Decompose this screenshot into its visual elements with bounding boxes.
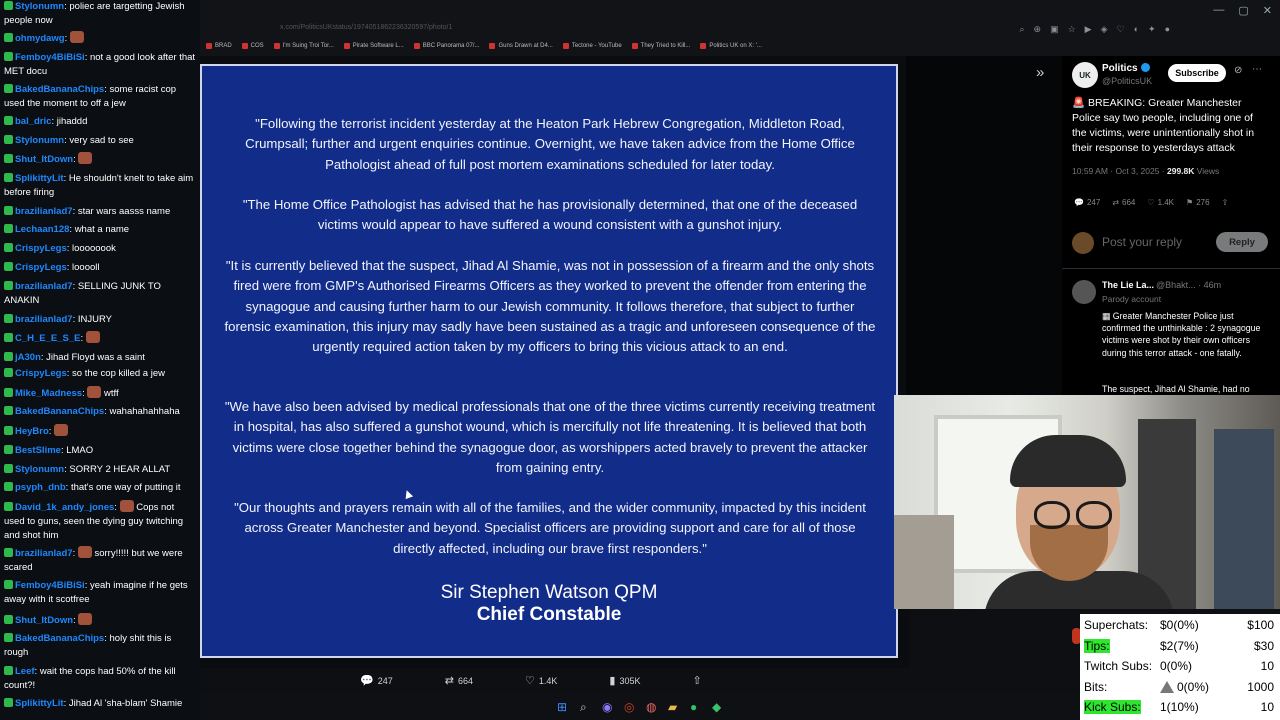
chat-username[interactable]: CrispyLegs: [15, 262, 67, 273]
chat-text: looooll: [72, 262, 100, 273]
chat-message: brazilianlad7: star wars aasss name: [4, 205, 196, 219]
tweet-text: 🚨 BREAKING: Greater Manchester Police say two people, including one of the victims, were unintentionally shot in their response to yesterdays attack: [1072, 97, 1255, 154]
spotify-icon[interactable]: ●: [690, 700, 698, 714]
chat-username[interactable]: CrispyLegs: [15, 243, 67, 254]
checkmark-badge-icon: [4, 52, 13, 61]
goal-row: [1080, 618, 1280, 636]
reply-stat[interactable]: 💬 247: [1074, 198, 1101, 207]
chat-message: Lechaan128: what a name: [4, 223, 196, 237]
chat-message: BakedBananaChips: some racist cop used the moment to off a jew: [4, 84, 177, 109]
account-name[interactable]: Politics: [1102, 63, 1150, 74]
checkmark-badge-icon: [4, 666, 13, 675]
browser-toolbar: [1019, 24, 1170, 35]
police-statement-image: [200, 64, 898, 658]
chat-username[interactable]: Leef: [15, 666, 35, 677]
chat-message: Shut_ItDown:: [4, 613, 196, 628]
chat-text: some racist cop used the moment to off a jew: [4, 84, 177, 109]
checkmark-badge-icon: [4, 333, 13, 342]
chat-message: ohmydawg:: [4, 31, 196, 46]
chat-text: Jihad Floyd was a saint: [46, 352, 145, 363]
chat-message: Femboy4BiBiSi: yeah imagine if he gets away with it scotfree: [4, 580, 188, 605]
share-action[interactable]: [692, 674, 701, 687]
repost-count: 664: [457, 675, 473, 686]
chat-message: brazilianlad7: sorry!!!!! but we were scared: [4, 548, 183, 573]
reply-author-handle[interactable]: @Bhakt... · 46m: [1156, 280, 1222, 290]
chat-message: jA30n: Jihad Floyd was a saint: [4, 351, 196, 365]
bookmark-label: COS: [250, 43, 264, 49]
play-icon[interactable]: ▶: [1084, 24, 1092, 34]
checkmark-badge-icon: [4, 135, 13, 144]
bookmark-label: Politics UK on X: '...: [709, 43, 762, 49]
collapse-panel-icon[interactable]: »: [1036, 64, 1045, 81]
chat-message: Shut_ItDown:: [4, 152, 196, 167]
reply-icon: 💬: [360, 675, 374, 687]
checkmark-badge-icon: [4, 698, 13, 707]
goal-row: [1080, 659, 1280, 677]
webcam-feed: [894, 395, 1280, 609]
chat-username[interactable]: CrispyLegs: [15, 368, 67, 379]
chat-message: HeyBro:: [4, 424, 196, 439]
bookmark-stat[interactable]: ⚑ 276: [1186, 198, 1210, 207]
chat-text: not a good look after that MET docu: [4, 52, 196, 77]
goal-label: Twitch Subs:: [1084, 659, 1153, 673]
chat-text: He shouldn't knelt to take aim before firing: [4, 173, 194, 198]
app-icon[interactable]: ◆: [712, 700, 722, 714]
chat-message: CrispyLegs: loooooook: [4, 242, 196, 256]
minimize-icon[interactable]: —: [1213, 4, 1225, 16]
checkmark-badge-icon: [4, 206, 13, 215]
emote-icon: [78, 613, 92, 625]
chat-text: INJURY: [77, 314, 112, 325]
puzzle-icon[interactable]: ✦: [1148, 24, 1156, 34]
window-controls: [1213, 4, 1272, 17]
chat-message: brazilianlad7: SELLING JUNK TO ANAKIN: [4, 281, 161, 306]
goal-label: Kick Subs:: [1084, 700, 1141, 714]
favicon-icon: [206, 43, 212, 49]
bookmark-label: I'm Suing Troi Tor...: [282, 43, 334, 49]
chat-username[interactable]: BakedBananaChips: [15, 633, 105, 644]
emote-icon: [70, 31, 84, 43]
bookmark-label: Pirate Software L...: [352, 43, 404, 49]
reply-action[interactable]: [360, 674, 393, 687]
checkmark-badge-icon: [4, 502, 13, 511]
chat-username[interactable]: David_1k_andy_jones: [15, 502, 115, 513]
chat-message: C_H_E_E_S_E:: [4, 331, 196, 346]
bookmark-label: BRAD: [215, 43, 232, 49]
dimmed-page: [906, 56, 1062, 396]
goal-value-text: 0(0%): [1160, 659, 1193, 673]
goal-label: Bits:: [1084, 679, 1108, 694]
repost-action[interactable]: [445, 674, 473, 687]
account-handle[interactable]: @PoliticsUK: [1102, 76, 1153, 86]
goal-value-text: 0(0%): [1177, 679, 1210, 694]
heart-icon[interactable]: ♡: [1116, 24, 1125, 34]
checkmark-badge-icon: [4, 406, 13, 415]
goal-value: [1160, 659, 1192, 673]
zoom-in-icon[interactable]: ⊕: [1033, 24, 1042, 34]
chat-text: SORRY 2 HEAR ALLAT: [69, 464, 171, 475]
tweet-stats: [1074, 198, 1228, 207]
checkmark-badge-icon: [4, 173, 13, 182]
chat-username[interactable]: brazilianlad7: [15, 206, 73, 217]
bookmark-label: BBC Panorama 07/...: [422, 43, 480, 49]
checkmark-badge-icon: [4, 224, 13, 233]
obs-icon[interactable]: ◎: [624, 700, 635, 714]
reply-tweet-text: ▦ Greater Manchester Police just confirmed the unthinkable : 2 synagogue victims were shot by their own officers during this terror attack - one fatally.: [1102, 311, 1261, 358]
user-avatar: [1072, 232, 1094, 254]
divider: [1062, 268, 1280, 269]
goal-label: Tips:: [1084, 638, 1110, 653]
chat-text: yeah imagine if he gets away with it scotfree: [4, 580, 188, 605]
bookmark-label: They Tried to Kill...: [640, 43, 691, 49]
bookmark-item[interactable]: [344, 40, 404, 52]
chat-text: holy shit this is rough: [4, 633, 172, 658]
checkmark-badge-icon: [4, 33, 13, 42]
emote-icon: [78, 546, 92, 558]
more-options-icon[interactable]: ⋯: [1252, 64, 1262, 75]
goal-row: [1080, 700, 1280, 718]
chat-message: BakedBananaChips: holy shit this is rough: [4, 633, 172, 658]
chat-text: wtff: [103, 388, 119, 399]
search-icon[interactable]: ⌕: [580, 700, 587, 714]
chat-message: BakedBananaChips: wahahahahhaha: [4, 405, 196, 419]
chat-message: bal_dric: jihaddd: [4, 115, 196, 129]
chat-username[interactable]: BestSlime: [15, 445, 61, 456]
chat-message: BestSlime: LMAO: [4, 444, 196, 458]
chat-username[interactable]: brazilianlad7: [15, 314, 73, 325]
taskbar: [200, 694, 1080, 720]
chat-message: Stylonumn: poliec are targetting Jewish people now: [4, 1, 185, 26]
statement-paragraph: "We have also been advised by medical professionals that one of the three victims currently receiving treatment in hospital, has also suffered a gunshot wound, which is mercifully not life threatening. It is believed that both victims were close together behind the synagogue door, as worshippers acted bravely to prevent the attacker from gaining entry.: [224, 399, 876, 475]
bookmark-label: Tectone - YouTube: [571, 43, 622, 49]
like-count: 1.4K: [538, 675, 558, 686]
statement-paragraph: "Following the terrorist incident yesterday at the Heaton Park Hebrew Congregation, Middleton Road, Crumpsall; further and urgent enquiries continue. Overnight, we have taken advice from the Home Office Pathologist ahead of full post mortem examinations scheduled for later today.: [245, 116, 855, 172]
address-bar[interactable]: x.com/PoliticsUKstatus/1974051862236320597/photo/1: [280, 24, 453, 31]
reply-author-avatar[interactable]: [1072, 280, 1096, 304]
emote-icon: [120, 500, 134, 512]
goal-value-text: $2(7%): [1160, 638, 1199, 653]
goal-row: [1080, 639, 1280, 657]
parody-label: Parody account: [1102, 294, 1162, 304]
reply-tweet-text-continued: The suspect, Jihad Al Shamie, had no: [1102, 384, 1250, 394]
goal-row: [1080, 680, 1280, 698]
chat-text: sorry!!!!! but we were scared: [4, 548, 183, 573]
checkmark-badge-icon: [4, 633, 13, 642]
maximize-icon[interactable]: ▢: [1238, 5, 1249, 17]
tweet-meta: 10:59 AM · Oct 3, 2025 · 299.8K Views: [1072, 166, 1220, 176]
chat-username[interactable]: Femboy4BiBiSi: [15, 52, 85, 63]
chat-message: Stylonumn: SORRY 2 HEAR ALLAT: [4, 463, 196, 477]
verified-badge-icon: [1141, 63, 1150, 72]
bookmark-item[interactable]: [414, 40, 480, 52]
reply-count: 247: [377, 675, 393, 686]
chat-message: Mike_Madness: wtff: [4, 386, 196, 401]
goal-value-text: $0(0%): [1160, 618, 1199, 632]
goal-target: 1000: [1247, 679, 1274, 694]
bookmark-item[interactable]: [206, 40, 232, 52]
chat-text: Jihad Al 'sha-blam' Shamie: [68, 698, 183, 709]
sound-icon[interactable]: ◐: [1133, 24, 1140, 34]
bookmarks-bar: [200, 40, 762, 52]
reply-button[interactable]: Reply: [1216, 232, 1268, 252]
chat-text: wahahahahhaha: [109, 406, 180, 417]
favicon-icon: [700, 43, 706, 49]
goal-target: $100: [1247, 618, 1274, 632]
bookmark-item[interactable]: [700, 40, 762, 52]
chat-username[interactable]: brazilianlad7: [15, 548, 73, 559]
emote-icon: [86, 331, 100, 343]
chat-username[interactable]: BakedBananaChips: [15, 84, 105, 95]
bookmark-item[interactable]: [242, 40, 264, 52]
chat-text: jihaddd: [56, 116, 88, 127]
view-count: 305K: [619, 675, 641, 686]
checkmark-badge-icon: [4, 615, 13, 624]
chat-username[interactable]: Shut_ItDown: [15, 154, 74, 165]
grok-icon[interactable]: ⊘: [1234, 65, 1243, 76]
checkmark-badge-icon: [4, 580, 13, 589]
like-action[interactable]: [525, 674, 557, 687]
checkmark-badge-icon: [4, 368, 13, 377]
views-action[interactable]: [609, 674, 640, 687]
chat-username[interactable]: Stylonumn: [15, 464, 65, 475]
account-avatar[interactable]: UK: [1072, 62, 1098, 88]
chat-username[interactable]: bal_dric: [15, 116, 52, 127]
bookmark-item[interactable]: [563, 40, 622, 52]
stream-chat: [0, 0, 200, 720]
chat-message: SplikittyLit: Jihad Al 'sha-blam' Shamie: [4, 697, 196, 711]
chat-text: poliec are targetting Jewish people now: [4, 1, 185, 26]
chat-message: brazilianlad7: INJURY: [4, 313, 196, 327]
checkmark-badge-icon: [4, 388, 13, 397]
checkmark-badge-icon: [4, 262, 13, 271]
image-actions-bar: [360, 674, 754, 687]
bookmark-item[interactable]: [632, 40, 691, 52]
chat-text: wait the cops had 50% of the kill count?!: [4, 666, 176, 691]
share-icon[interactable]: ⇧: [1221, 198, 1229, 207]
reply-author-name[interactable]: The Lie La...: [1102, 280, 1155, 290]
shield-icon[interactable]: ◈: [1100, 24, 1108, 34]
chat-username[interactable]: Shut_ItDown: [15, 615, 74, 626]
checkmark-badge-icon: [4, 548, 13, 557]
checkmark-badge-icon: [4, 352, 13, 361]
chat-message: Femboy4BiBiSi: not a good look after that MET docu: [4, 52, 196, 77]
favicon-icon: [344, 43, 350, 49]
favicon-icon: [632, 43, 638, 49]
chat-username[interactable]: Stylonumn: [15, 1, 65, 12]
checkmark-badge-icon: [4, 281, 13, 290]
bookmark-item[interactable]: [274, 40, 334, 52]
start-menu-icon[interactable]: ⊞: [557, 700, 568, 714]
subscribe-button[interactable]: Subscribe: [1168, 64, 1226, 82]
favicon-icon: [563, 43, 569, 49]
repost-stat[interactable]: ⇄ 664: [1112, 198, 1136, 207]
favicon-icon: [242, 43, 248, 49]
emote-icon: [87, 386, 101, 398]
heart-icon: ♡: [524, 675, 535, 687]
signature-title: Chief Constable: [476, 604, 622, 625]
share-icon: ⇧: [692, 675, 702, 687]
discord-icon[interactable]: ◉: [602, 700, 613, 714]
checkmark-badge-icon: [4, 116, 13, 125]
chat-message: psyph_dnb: that's one way of putting it: [4, 481, 196, 495]
chat-username[interactable]: Femboy4BiBiSi: [15, 580, 85, 591]
chat-username[interactable]: psyph_dnb: [15, 482, 66, 493]
chat-username[interactable]: HeyBro: [15, 426, 49, 437]
emote-icon: [54, 424, 68, 436]
favicon-icon: [414, 43, 420, 49]
checkmark-badge-icon: [4, 243, 13, 252]
checkmark-badge-icon: [4, 426, 13, 435]
chrome-icon[interactable]: ◍: [646, 700, 657, 714]
folder-icon[interactable]: ▰: [668, 700, 678, 714]
chat-username[interactable]: jA30n: [15, 352, 41, 363]
close-icon[interactable]: ✕: [1262, 5, 1272, 17]
checkmark-badge-icon: [4, 314, 13, 323]
goal-value: [1160, 639, 1199, 653]
like-stat[interactable]: ♡ 1.4K: [1147, 198, 1175, 207]
chat-message: CrispyLegs: looooll: [4, 261, 196, 275]
bookmark-item[interactable]: [489, 40, 552, 52]
chat-username[interactable]: C_H_E_E_S_E: [15, 333, 81, 344]
checkmark-badge-icon: [4, 464, 13, 473]
chat-message: David_1k_andy_jones: Cops not used to guns, seen the dying guy twitching and shot him: [4, 502, 184, 541]
browser-topbar: [200, 0, 1280, 60]
chat-username[interactable]: Lechaan128: [15, 224, 70, 235]
bookmark-label: Guns Drawn at D4...: [498, 43, 553, 49]
checkmark-badge-icon: [4, 445, 13, 454]
extension-icon[interactable]: ▣: [1050, 24, 1059, 34]
statement-paragraph: "It is currently believed that the suspect, Jihad Al Shamie, was not in possession of a firearm and the only shots fired were from GMP's Authorised Firearms Officers as they worked to prevent the offender from entering the synagogue and causing further harm to our Jewish community. It follows therefore, that subject to further forensic examination, this injury may sadly have been sustained as a tragic and unforeseen consequence of the urgently required action taken by my officers to bring this vicious attack to an end.: [224, 258, 876, 355]
chat-username[interactable]: SplikittyLit: [15, 698, 64, 709]
goal-target: 10: [1260, 700, 1274, 714]
chat-text: LMAO: [66, 445, 94, 456]
goal-value: [1160, 700, 1199, 714]
chat-message: CrispyLegs: so the cop killed a jew: [4, 367, 196, 381]
chat-message: Leef: wait the cops had 50% of the kill count?!: [4, 666, 176, 691]
chat-message: Stylonumn: very sad to see: [4, 134, 196, 148]
stream-goals-overlay: [1080, 614, 1280, 720]
goal-value: [1160, 618, 1199, 632]
chat-message: SplikittyLit: He shouldn't knelt to take aim before firing: [4, 173, 194, 198]
bits-icon: [1160, 681, 1174, 693]
reply-composer: [1072, 230, 1268, 254]
chat-text: very sad to see: [69, 135, 134, 146]
chat-text: so the cop killed a jew: [72, 368, 165, 379]
emote-icon: [78, 152, 92, 164]
chat-username[interactable]: ohmydawg: [15, 33, 65, 44]
chat-text: star wars aasss name: [77, 206, 171, 217]
chat-username[interactable]: Mike_Madness: [15, 388, 83, 399]
zoom-icon[interactable]: ⌕: [1019, 24, 1025, 34]
checkmark-badge-icon: [4, 154, 13, 163]
bookmark-icon[interactable]: ☆: [1067, 24, 1076, 34]
favicon-icon: [274, 43, 280, 49]
profile-icon[interactable]: ●: [1164, 24, 1170, 34]
goal-value: [1160, 680, 1209, 694]
bar-chart-icon: ▮: [609, 675, 616, 687]
chat-text: that's one way of putting it: [70, 482, 181, 493]
checkmark-badge-icon: [4, 84, 13, 93]
chat-text: loooooook: [72, 243, 116, 254]
checkmark-badge-icon: [4, 482, 13, 491]
chat-username[interactable]: BakedBananaChips: [15, 406, 105, 417]
statement-paragraph: "Our thoughts and prayers remain with all of the families, and the wider community, impacted by this incident across Greater Manchester and beyond. Specialist officers are providing support and care for all of those directly affected, including our brave first responders.": [234, 500, 866, 556]
goal-value-text: 1(10%): [1160, 700, 1199, 714]
chat-username[interactable]: Stylonumn: [15, 135, 65, 146]
chat-text: Cops not used to guns, seen the dying guy twitching and shot him: [4, 502, 184, 541]
statement-paragraph: "The Home Office Pathologist has advised that he has provisionally determined, that one of the deceased victims would appear to have suffered a wound consistent with a gunshot injury.: [242, 197, 858, 233]
repost-icon: ⇄: [444, 675, 454, 687]
uk-flag-icon: ▦: [1102, 311, 1111, 321]
siren-icon: 🚨: [1072, 97, 1086, 109]
chat-text: what a name: [74, 224, 130, 235]
checkmark-badge-icon: [4, 1, 13, 10]
chat-username[interactable]: brazilianlad7: [15, 281, 73, 292]
chat-username[interactable]: SplikittyLit: [15, 173, 64, 184]
goal-target: 10: [1260, 659, 1274, 673]
chat-text: SELLING JUNK TO ANAKIN: [4, 281, 161, 306]
favicon-icon: [489, 43, 495, 49]
signature-name: Sir Stephen Watson QPM: [440, 582, 658, 603]
reply-input[interactable]: Post your reply: [1102, 235, 1183, 249]
goal-label: Superchats:: [1084, 618, 1149, 632]
goal-target: $30: [1253, 638, 1274, 653]
